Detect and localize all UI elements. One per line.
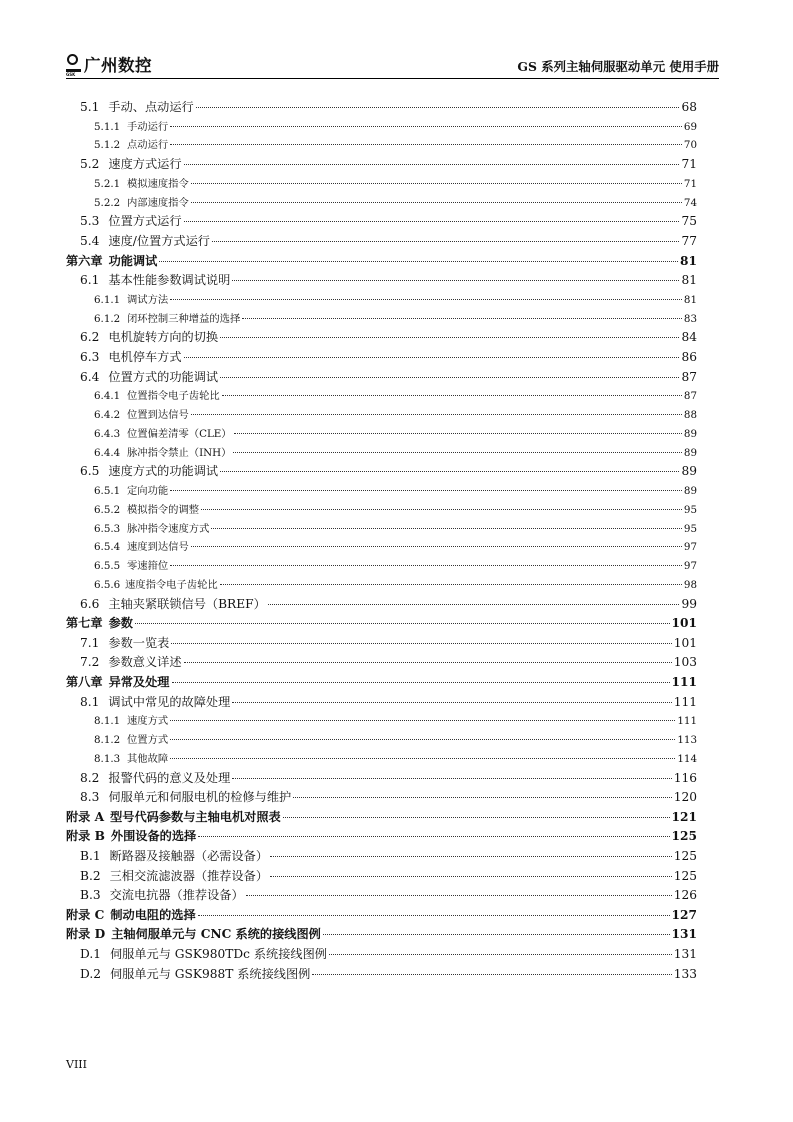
toc-entry[interactable] bbox=[66, 886, 697, 906]
toc-dot-leader bbox=[170, 144, 682, 145]
toc-entry-title: 参数意义详述 bbox=[108, 655, 182, 670]
toc-entry-title: 伺服单元与 GSK988T 系统接线图例 bbox=[109, 966, 311, 981]
toc-entry[interactable] bbox=[66, 98, 697, 118]
toc-dot-leader bbox=[184, 221, 680, 222]
toc-entry[interactable] bbox=[66, 576, 697, 595]
toc-entry-page: 87 bbox=[681, 369, 697, 384]
toc-dot-leader bbox=[220, 337, 679, 338]
toc-entry-number: D.1 bbox=[80, 946, 101, 961]
toc-entry[interactable] bbox=[66, 867, 697, 887]
toc-entry[interactable] bbox=[66, 750, 697, 769]
toc-entry-title: 调试中常见的故障处理 bbox=[108, 694, 231, 709]
toc-entry-number: 5.2.1 bbox=[94, 177, 121, 190]
toc-entry-title: 断路器及接触器（必需设备） bbox=[109, 849, 269, 864]
toc-entry-number: 附录 A bbox=[66, 809, 105, 824]
toc-entry-page: 81 bbox=[683, 293, 697, 306]
toc-entry-number: 5.3 bbox=[80, 214, 100, 229]
toc-entry-number: 6.4 bbox=[80, 369, 100, 384]
toc-entry-page: 125 bbox=[671, 829, 697, 844]
toc-entry-page: 101 bbox=[671, 616, 697, 631]
toc-entry-page: 111 bbox=[673, 694, 697, 709]
toc-entry-number: 6.5.4 bbox=[94, 541, 121, 554]
toc-entry-number: 6.6 bbox=[80, 596, 100, 611]
toc-entry-number: 附录 D bbox=[66, 927, 106, 942]
toc-entry[interactable] bbox=[66, 271, 697, 291]
toc-dot-leader bbox=[198, 836, 669, 837]
toc-dot-leader bbox=[135, 623, 670, 624]
toc-entry-page: 75 bbox=[681, 214, 697, 229]
toc-dot-leader bbox=[170, 565, 682, 566]
toc-entry-page: 114 bbox=[677, 752, 697, 765]
toc-entry-page: 121 bbox=[671, 809, 697, 824]
toc-entry-number: 5.1.1 bbox=[94, 120, 121, 133]
toc-entry[interactable] bbox=[66, 614, 697, 634]
toc-entry-page: 86 bbox=[681, 349, 697, 364]
toc-entry-title: 其他故障 bbox=[127, 752, 169, 765]
toc-dot-leader bbox=[170, 490, 682, 491]
toc-entry-title: 位置指令电子齿轮比 bbox=[127, 390, 220, 403]
toc-entry-title: 伺服单元和伺服电机的检修与维护 bbox=[108, 790, 292, 805]
toc-entry-page: 99 bbox=[681, 596, 697, 611]
toc-entry-title: 电机旋转方向的切换 bbox=[108, 330, 219, 345]
toc-entry[interactable] bbox=[66, 538, 697, 557]
toc-entry-title: 零速箝位 bbox=[127, 560, 169, 573]
toc-entry-number: 7.2 bbox=[80, 655, 100, 670]
toc-entry-page: 71 bbox=[681, 157, 697, 172]
toc-dot-leader bbox=[232, 280, 679, 281]
toc-entry[interactable] bbox=[66, 634, 697, 654]
toc-entry-number: 8.1 bbox=[80, 694, 100, 709]
toc-entry[interactable] bbox=[66, 348, 697, 368]
toc-dot-leader bbox=[293, 797, 672, 798]
toc-dot-leader bbox=[329, 954, 672, 955]
toc-entry-title: 脉冲指令禁止（INH） bbox=[127, 446, 232, 459]
toc-entry[interactable] bbox=[66, 406, 697, 425]
toc-entry-number: 6.5.2 bbox=[94, 503, 121, 516]
logo-text: 广州数控 bbox=[84, 56, 152, 75]
toc-entry[interactable] bbox=[66, 482, 697, 501]
toc-dot-leader bbox=[172, 682, 670, 683]
toc-entry-page: 89 bbox=[683, 484, 697, 497]
toc-entry-title: 位置方式的功能调试 bbox=[108, 369, 219, 384]
toc-entry[interactable] bbox=[66, 520, 697, 539]
toc-entry-page: 89 bbox=[683, 446, 697, 459]
toc-entry-page: 83 bbox=[683, 312, 697, 325]
toc-entry-page: 84 bbox=[681, 330, 697, 345]
company-logo bbox=[66, 52, 152, 76]
toc-entry-title: 基本性能参数调试说明 bbox=[108, 273, 231, 288]
toc-entry-number: 6.5.3 bbox=[94, 522, 121, 535]
toc-entry-number: 5.1.2 bbox=[94, 139, 121, 152]
toc-entry[interactable] bbox=[66, 945, 697, 965]
toc-entry[interactable] bbox=[66, 328, 697, 348]
toc-entry[interactable] bbox=[66, 557, 697, 576]
toc-entry[interactable] bbox=[66, 653, 697, 673]
toc-dot-leader bbox=[191, 183, 682, 184]
toc-entry-title: 点动运行 bbox=[127, 139, 169, 152]
toc-entry-number: 6.3 bbox=[80, 349, 100, 364]
toc-entry-title: 定向功能 bbox=[127, 484, 169, 497]
toc-entry-number: 附录 C bbox=[66, 907, 105, 922]
toc-entry-title: 模拟指令的调整 bbox=[127, 503, 200, 516]
toc-entry-number: 6.5 bbox=[80, 464, 100, 479]
table-of-contents bbox=[66, 98, 697, 984]
toc-entry-title: 电机停车方式 bbox=[108, 349, 182, 364]
toc-entry-title: 参数 bbox=[108, 616, 133, 631]
toc-entry-title: 异常及处理 bbox=[108, 675, 170, 690]
toc-dot-leader bbox=[212, 241, 679, 242]
toc-entry-number: 5.2.2 bbox=[94, 196, 121, 209]
toc-entry[interactable] bbox=[66, 444, 697, 463]
toc-dot-leader bbox=[242, 318, 682, 319]
toc-entry-title: 闭环控制三种增益的选择 bbox=[127, 312, 241, 325]
toc-entry-page: 127 bbox=[671, 907, 697, 922]
toc-entry-number: 8.1.1 bbox=[94, 715, 121, 728]
toc-entry-page: 88 bbox=[683, 408, 697, 421]
toc-entry-title: 速度方式运行 bbox=[108, 157, 182, 172]
toc-entry-page: 97 bbox=[683, 541, 697, 554]
toc-entry-page: 77 bbox=[681, 233, 697, 248]
toc-entry-title: 速度方式的功能调试 bbox=[108, 464, 219, 479]
toc-entry[interactable] bbox=[66, 425, 697, 444]
toc-entry-number: 6.1 bbox=[80, 273, 100, 288]
toc-entry-page: 69 bbox=[683, 120, 697, 133]
toc-entry-title: 报警代码的意义及处理 bbox=[108, 770, 231, 785]
toc-entry-title: 位置偏差清零（CLE） bbox=[127, 427, 232, 440]
toc-dot-leader bbox=[220, 377, 679, 378]
toc-entry-title: 模拟速度指令 bbox=[127, 177, 189, 190]
toc-entry[interactable] bbox=[66, 136, 697, 155]
toc-entry-title: 手动、点动运行 bbox=[108, 100, 194, 114]
toc-entry-page: 74 bbox=[683, 196, 697, 209]
toc-entry-number: 第七章 bbox=[66, 616, 103, 631]
toc-dot-leader bbox=[270, 856, 672, 857]
toc-entry-title: 主轴伺服单元与 CNC 系统的接线图例 bbox=[111, 927, 321, 942]
toc-entry[interactable] bbox=[66, 673, 697, 693]
page-number: VIII bbox=[66, 1058, 87, 1071]
toc-entry-page: 111 bbox=[677, 715, 697, 728]
toc-entry-page: 111 bbox=[671, 675, 697, 690]
toc-dot-leader bbox=[191, 414, 682, 415]
toc-entry-page: 71 bbox=[683, 177, 697, 190]
toc-dot-leader bbox=[220, 471, 679, 472]
toc-dot-leader bbox=[198, 915, 670, 916]
toc-entry-number: 7.1 bbox=[80, 635, 100, 650]
toc-entry-page: 103 bbox=[673, 655, 697, 670]
toc-dot-leader bbox=[246, 895, 672, 896]
toc-entry-title: 型号代码参数与主轴电机对照表 bbox=[110, 809, 281, 824]
toc-entry[interactable] bbox=[66, 827, 697, 847]
toc-entry-number: 附录 B bbox=[66, 829, 105, 844]
toc-entry[interactable] bbox=[66, 731, 697, 750]
toc-dot-leader bbox=[211, 528, 682, 529]
toc-entry-number: 8.1.2 bbox=[94, 734, 121, 747]
toc-entry-page: 81 bbox=[680, 253, 697, 268]
toc-dot-leader bbox=[222, 395, 682, 396]
toc-entry[interactable] bbox=[66, 965, 697, 985]
toc-entry-page: 95 bbox=[683, 522, 697, 535]
toc-entry-page: 95 bbox=[683, 503, 697, 516]
toc-dot-leader bbox=[283, 817, 670, 818]
toc-entry-title: 速度/位置方式运行 bbox=[108, 233, 210, 248]
toc-entry-number: 第八章 bbox=[66, 675, 103, 690]
toc-dot-leader bbox=[184, 357, 680, 358]
toc-dot-leader bbox=[201, 509, 682, 510]
toc-entry[interactable] bbox=[66, 232, 697, 252]
toc-entry-title: 制动电阻的选择 bbox=[110, 907, 196, 922]
toc-entry-page: 133 bbox=[673, 966, 697, 981]
toc-entry-number: B.3 bbox=[80, 888, 101, 903]
toc-entry[interactable] bbox=[66, 595, 697, 615]
toc-entry-number: 6.1.2 bbox=[94, 312, 121, 325]
toc-dot-leader bbox=[170, 758, 675, 759]
toc-dot-leader bbox=[323, 934, 670, 935]
logo-sub-text: GSK bbox=[66, 72, 76, 77]
toc-entry[interactable] bbox=[66, 712, 697, 731]
toc-entry-title: 速度方式 bbox=[127, 715, 169, 728]
toc-entry-page: 87 bbox=[683, 390, 697, 403]
toc-entry[interactable] bbox=[66, 175, 697, 194]
toc-entry-number: 6.5.1 bbox=[94, 484, 121, 497]
toc-dot-leader bbox=[232, 778, 671, 779]
toc-entry-number: 6.5.6 bbox=[94, 578, 121, 591]
toc-entry-number: 6.4.1 bbox=[94, 390, 121, 403]
toc-entry-page: 97 bbox=[683, 560, 697, 573]
toc-entry[interactable] bbox=[66, 155, 697, 175]
toc-entry-title: 功能调试 bbox=[108, 253, 158, 268]
toc-dot-leader bbox=[191, 202, 682, 203]
toc-entry-title: 手动运行 bbox=[127, 120, 169, 133]
toc-dot-leader bbox=[232, 702, 671, 703]
toc-dot-leader bbox=[184, 662, 672, 663]
toc-entry-number: 8.1.3 bbox=[94, 752, 121, 765]
toc-dot-leader bbox=[312, 974, 671, 975]
toc-entry-page: 81 bbox=[681, 273, 697, 288]
toc-entry-number: D.2 bbox=[80, 966, 101, 981]
toc-entry[interactable] bbox=[66, 788, 697, 808]
toc-entry-number: 第六章 bbox=[66, 253, 103, 268]
toc-entry-number: 6.4.4 bbox=[94, 446, 121, 459]
toc-entry-title: 三相交流滤波器（推荐设备） bbox=[109, 868, 269, 883]
toc-dot-leader bbox=[191, 546, 682, 547]
toc-entry-number: B.1 bbox=[80, 849, 101, 864]
toc-entry-page: 131 bbox=[673, 946, 697, 961]
document-title: GS 系列主轴伺服驱动单元 使用手册 bbox=[517, 59, 719, 74]
toc-entry-title: 主轴夹紧联锁信号（BREF） bbox=[108, 596, 266, 611]
toc-entry-title: 外围设备的选择 bbox=[110, 829, 197, 844]
toc-entry[interactable] bbox=[66, 194, 697, 213]
toc-entry-number: B.2 bbox=[80, 868, 101, 883]
toc-entry-page: 89 bbox=[681, 464, 697, 479]
toc-dot-leader bbox=[270, 876, 672, 877]
toc-entry-title: 速度指令电子齿轮比 bbox=[125, 578, 218, 591]
toc-dot-leader bbox=[159, 261, 678, 262]
toc-entry[interactable] bbox=[66, 252, 697, 272]
toc-entry[interactable] bbox=[66, 769, 697, 789]
toc-entry[interactable] bbox=[66, 906, 697, 926]
toc-entry[interactable] bbox=[66, 501, 697, 520]
toc-entry-page: 125 bbox=[673, 849, 697, 864]
toc-entry-number: 6.1.1 bbox=[94, 293, 121, 306]
toc-entry-page: 101 bbox=[673, 635, 697, 650]
toc-entry-number: 6.4.3 bbox=[94, 427, 121, 440]
toc-entry[interactable] bbox=[66, 118, 697, 137]
toc-entry[interactable] bbox=[66, 387, 697, 406]
toc-entry-title: 伺服单元与 GSK980TDc 系统接线图例 bbox=[109, 946, 327, 961]
toc-entry-title: 交流电抗器（推荐设备） bbox=[109, 888, 244, 903]
toc-entry-number: 8.3 bbox=[80, 790, 100, 805]
toc-entry[interactable] bbox=[66, 925, 697, 945]
page-header bbox=[66, 48, 719, 79]
toc-entry-number: 5.2 bbox=[80, 157, 100, 172]
toc-dot-leader bbox=[196, 107, 680, 108]
toc-entry[interactable] bbox=[66, 212, 697, 232]
toc-entry-page: 68 bbox=[681, 100, 697, 114]
toc-entry-number: 6.4.2 bbox=[94, 408, 121, 421]
toc-entry-title: 参数一览表 bbox=[108, 635, 170, 650]
toc-dot-leader bbox=[170, 126, 682, 127]
toc-entry-page: 70 bbox=[683, 139, 697, 152]
toc-dot-leader bbox=[234, 433, 682, 434]
toc-dot-leader bbox=[170, 739, 675, 740]
toc-entry[interactable] bbox=[66, 693, 697, 713]
toc-entry[interactable] bbox=[66, 462, 697, 482]
toc-dot-leader bbox=[233, 452, 681, 453]
toc-entry-title: 内部速度指令 bbox=[127, 196, 189, 209]
toc-dot-leader bbox=[170, 720, 675, 721]
toc-entry-title: 位置方式 bbox=[127, 734, 169, 747]
toc-entry-title: 脉冲指令速度方式 bbox=[127, 522, 210, 535]
toc-entry-title: 位置方式运行 bbox=[108, 214, 182, 229]
toc-dot-leader bbox=[268, 604, 680, 605]
toc-entry[interactable] bbox=[66, 847, 697, 867]
toc-entry-page: 98 bbox=[683, 578, 697, 591]
gsk-logo-icon bbox=[66, 54, 82, 77]
toc-entry-number: 5.1 bbox=[80, 100, 100, 114]
toc-dot-leader bbox=[170, 299, 682, 300]
toc-entry-page: 125 bbox=[673, 868, 697, 883]
toc-entry-title: 速度到达信号 bbox=[127, 541, 189, 554]
toc-entry-number: 5.4 bbox=[80, 233, 100, 248]
toc-entry-title: 位置到达信号 bbox=[127, 408, 189, 421]
toc-entry-page: 89 bbox=[683, 427, 697, 440]
toc-entry-page: 120 bbox=[673, 790, 697, 805]
toc-entry-number: 6.5.5 bbox=[94, 560, 121, 573]
toc-entry-title: 调试方法 bbox=[127, 293, 169, 306]
toc-entry[interactable] bbox=[66, 368, 697, 388]
toc-dot-leader bbox=[220, 584, 682, 585]
toc-entry-page: 126 bbox=[673, 888, 697, 903]
toc-entry-page: 113 bbox=[677, 734, 697, 747]
toc-entry[interactable] bbox=[66, 808, 697, 828]
toc-entry-number: 8.2 bbox=[80, 770, 100, 785]
toc-entry[interactable] bbox=[66, 291, 697, 310]
toc-entry-page: 131 bbox=[671, 927, 697, 942]
toc-entry[interactable] bbox=[66, 310, 697, 329]
toc-entry-page: 116 bbox=[673, 770, 697, 785]
toc-dot-leader bbox=[171, 643, 671, 644]
toc-entry-number: 6.2 bbox=[80, 330, 100, 345]
toc-dot-leader bbox=[184, 164, 680, 165]
